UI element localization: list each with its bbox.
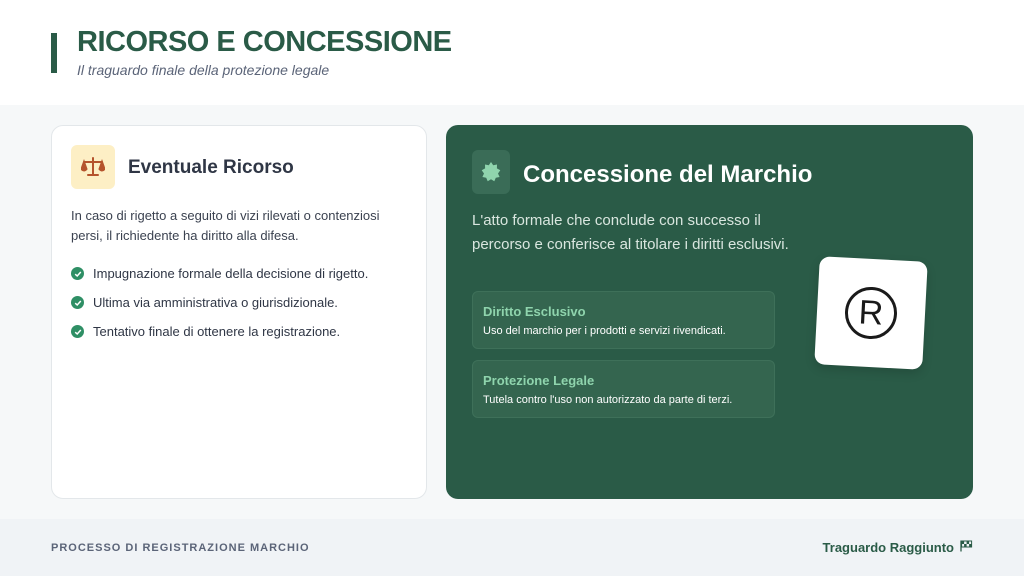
registered-trademark-tile bbox=[814, 256, 928, 370]
grant-card bbox=[446, 125, 973, 499]
certificate-badge-icon bbox=[472, 150, 510, 194]
appeal-bullet-list bbox=[71, 259, 368, 346]
bullet-text: Ultima via amministrativa o giurisdizionale. bbox=[93, 295, 338, 310]
feature-title: Protezione Legale bbox=[483, 373, 595, 388]
balance-scale-icon bbox=[71, 145, 115, 189]
feature-text: Tutela contro l'uso non autorizzato da parte di terzi. bbox=[483, 394, 733, 406]
appeal-card bbox=[51, 125, 427, 499]
page-title: RICORSO E CONCESSIONE bbox=[77, 26, 452, 58]
bullet-text: Tentativo finale di ottenere la registrazione. bbox=[93, 324, 341, 339]
page-subtitle: Il traguardo finale della protezione legale bbox=[77, 62, 330, 78]
grant-title: Concessione del Marchio bbox=[523, 161, 813, 188]
checkered-flag-icon bbox=[960, 540, 973, 555]
check-circle-icon bbox=[71, 267, 84, 280]
feature-legal-protection bbox=[472, 360, 775, 418]
header bbox=[0, 0, 1024, 105]
feature-text: Uso del marchio per i prodotti e servizi rivendicati. bbox=[483, 325, 726, 337]
list-item bbox=[71, 317, 368, 346]
check-circle-icon bbox=[71, 325, 84, 338]
footer-status-text: Traguardo Raggiunto bbox=[822, 540, 954, 555]
footer-status bbox=[823, 540, 973, 555]
appeal-description: In caso di rigetto a seguito di vizi rilevati o contenziosi persi, il richiedente ha diritto alla difesa. bbox=[71, 208, 380, 243]
footer bbox=[0, 519, 1024, 576]
registered-symbol-letter: R bbox=[857, 292, 885, 333]
bullet-text: Impugnazione formale della decisione di rigetto. bbox=[93, 266, 369, 281]
feature-title: Diritto Esclusivo bbox=[483, 304, 586, 319]
check-circle-icon bbox=[71, 296, 84, 309]
appeal-title: Eventuale Ricorso bbox=[128, 157, 294, 178]
header-accent-bar bbox=[51, 33, 57, 73]
grant-description: L'atto formale che conclude con successo il percorso e conferisce al titolare i diritti esclusivi. bbox=[472, 212, 789, 253]
list-item bbox=[71, 259, 368, 288]
list-item bbox=[71, 288, 368, 317]
feature-exclusive-right bbox=[472, 291, 775, 349]
registered-trademark-icon bbox=[844, 286, 899, 341]
footer-process-label: PROCESSO DI REGISTRAZIONE MARCHIO bbox=[51, 542, 310, 554]
